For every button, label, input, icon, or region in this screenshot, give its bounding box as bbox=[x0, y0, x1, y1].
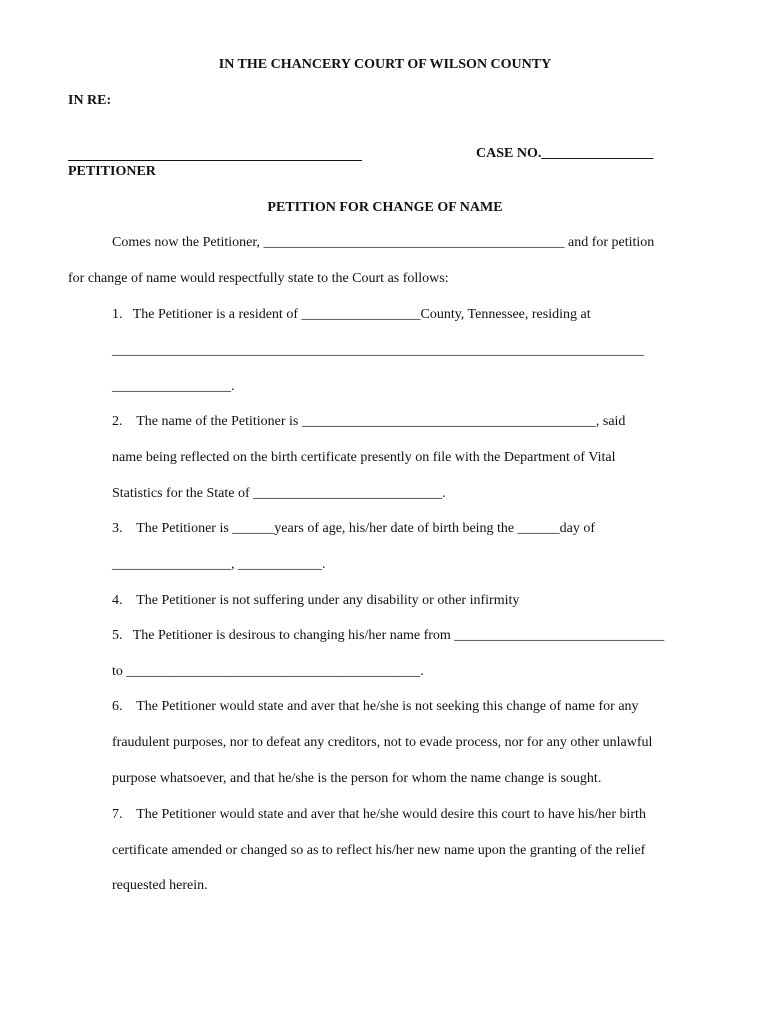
paragraph-6-line-1: 6. The Petitioner would state and aver that he/she is not seeking this change of name for any bbox=[112, 699, 639, 714]
paragraph-1-line-2: ____________________________________________________________________________ bbox=[112, 343, 644, 358]
paragraph-2-line-1: 2. The name of the Petitioner is __________________________________________, said bbox=[112, 414, 626, 429]
petition-title: PETITION FOR CHANGE OF NAME bbox=[267, 200, 503, 215]
paragraph-2-line-3: Statistics for the State of ___________________________. bbox=[112, 486, 446, 501]
intro-line-1: Comes now the Petitioner, ___________________________________________ and for petition bbox=[112, 235, 655, 250]
paragraph-1-line-1: 1. The Petitioner is a resident of _________________County, Tennessee, residing at bbox=[112, 307, 591, 322]
paragraph-1-line-3: _________________. bbox=[112, 379, 235, 394]
in-re-label: IN RE: bbox=[68, 93, 112, 108]
paragraph-2-line-2: name being reflected on the birth certificate presently on file with the Department of Vital bbox=[112, 450, 616, 465]
court-heading: IN THE CHANCERY COURT OF WILSON COUNTY bbox=[218, 57, 552, 72]
intro-line-2: for change of name would respectfully state to the Court as follows: bbox=[68, 271, 449, 286]
paragraph-7-line-1: 7. The Petitioner would state and aver that he/she would desire this court to have his/her birth bbox=[112, 807, 646, 822]
petitioner-name-line bbox=[68, 160, 362, 161]
paragraph-5-line-1: 5. The Petitioner is desirous to changing his/her name from ______________________________ bbox=[112, 628, 665, 643]
paragraph-4: 4. The Petitioner is not suffering under any disability or other infirmity bbox=[112, 593, 520, 608]
paragraph-6-line-3: purpose whatsoever, and that he/she is the person for whom the name change is sought. bbox=[112, 771, 602, 786]
petitioner-label: PETITIONER bbox=[68, 164, 156, 179]
paragraph-7-line-2: certificate amended or changed so as to reflect his/her new name upon the granting of the relief bbox=[112, 843, 646, 858]
case-number-label: CASE NO.________________ bbox=[476, 146, 654, 161]
paragraph-3-line-1: 3. The Petitioner is ______years of age, his/her date of birth being the ______day of bbox=[112, 521, 596, 536]
paragraph-6-line-2: fraudulent purposes, nor to defeat any creditors, not to evade process, nor for any other unlawful bbox=[112, 735, 653, 750]
paragraph-5-line-2: to __________________________________________. bbox=[112, 664, 424, 679]
paragraph-3-line-2: _________________, ____________. bbox=[112, 557, 326, 572]
paragraph-7-line-3: requested herein. bbox=[112, 878, 208, 893]
